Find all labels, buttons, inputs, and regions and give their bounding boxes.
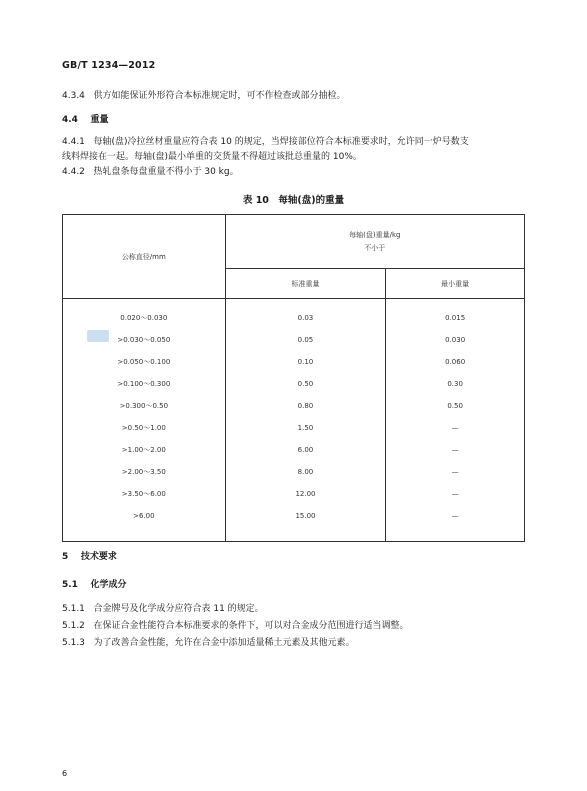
clause-number: 4.3.4	[62, 91, 85, 101]
header-weight-qualifier: 不小于	[364, 244, 386, 252]
cell-diameter: >2.00～3.50	[63, 461, 226, 483]
cell-diameter: >0.050～0.100	[63, 351, 226, 373]
cell-standard: 0.50	[225, 373, 386, 395]
cell-diameter: >1.00～2.00	[63, 439, 226, 461]
table-row	[63, 505, 525, 527]
section-heading-4-4	[62, 114, 109, 127]
cell-standard: 0.10	[225, 351, 386, 373]
section-heading-5	[62, 551, 117, 564]
header-diameter: 公称直径/mm	[63, 215, 226, 299]
cell-min: 0.060	[386, 351, 525, 373]
clause-number: 5.1.2	[62, 621, 85, 631]
clause-text: 热轧盘条每盘重量不得小于 30 kg。	[93, 167, 239, 177]
cell-min: 0.015	[386, 307, 525, 329]
cell-standard: 15.00	[225, 505, 386, 527]
heading-number: 4.4	[62, 115, 78, 125]
header-weight-label: 每轴(盘)重量/kg	[349, 231, 401, 239]
cell-diameter: >0.300～0.50	[63, 395, 226, 417]
weight-table	[62, 214, 525, 542]
heading-number: 5	[62, 552, 69, 562]
cell-min: 0.50	[386, 395, 525, 417]
cell-standard: 8.00	[225, 461, 386, 483]
clause-number: 5.1.1	[62, 604, 85, 614]
clause-4-4-1-continued: 线料焊接在一起。每轴(盘)最小单重的交货量不得超过该批总重量的 10%。	[62, 152, 362, 162]
table-row	[63, 373, 525, 395]
cell-standard: 6.00	[225, 439, 386, 461]
heading-text: 重量	[90, 115, 109, 125]
clause-number: 4.4.2	[62, 167, 85, 177]
clause-text: 合金牌号及化学成分应符合表 11 的规定。	[93, 604, 264, 614]
heading-text: 化学成分	[90, 580, 127, 590]
standard-code-header: GB/T 1234—2012	[62, 60, 156, 71]
cell-standard: 0.05	[225, 329, 386, 351]
table-row	[63, 351, 525, 373]
clause-4-4-2	[62, 166, 239, 179]
clause-number: 4.4.1	[62, 137, 85, 147]
heading-number: 5.1	[62, 580, 78, 590]
cell-min: 0.030	[386, 329, 525, 351]
table-row	[63, 461, 525, 483]
clause-5-1-3	[62, 637, 355, 650]
header-min-weight: 最小重量	[386, 269, 525, 299]
table-row	[63, 439, 525, 461]
page-number: 6	[62, 769, 68, 778]
cell-diameter: >0.100～0.300	[63, 373, 226, 395]
heading-text: 技术要求	[80, 552, 117, 562]
clause-text: 供方如能保证外形符合本标准规定时，可不作检查或部分抽检。	[93, 91, 346, 101]
cell-min: —	[386, 483, 525, 505]
header-standard-weight: 标准重量	[225, 269, 386, 299]
table-row	[63, 483, 525, 505]
cell-diameter: >0.030～0.050	[63, 329, 226, 351]
table-title: 表 10 每轴(盘)的重量	[242, 195, 345, 206]
cell-min: 0.30	[386, 373, 525, 395]
cell-diameter: >0.50～1.00	[63, 417, 226, 439]
table-row	[63, 307, 525, 329]
section-heading-5-1	[62, 579, 127, 592]
cell-min: —	[386, 505, 525, 527]
cell-diameter: >3.50～6.00	[63, 483, 226, 505]
table-row	[63, 329, 525, 351]
clause-text: 在保证合金性能符合本标准要求的条件下，可以对合金成分范围进行适当调整。	[93, 621, 409, 631]
cell-diameter: >6.00	[63, 505, 226, 527]
table-row	[63, 395, 525, 417]
cell-min: —	[386, 461, 525, 483]
clause-4-3-4	[62, 90, 346, 103]
table-row	[63, 417, 525, 439]
cell-min: —	[386, 439, 525, 461]
cell-standard: 0.03	[225, 307, 386, 329]
cell-standard: 1.50	[225, 417, 386, 439]
watermark-stamp	[87, 330, 109, 342]
cell-min: —	[386, 417, 525, 439]
clause-4-4-1	[62, 136, 469, 149]
clause-5-1-2	[62, 620, 409, 633]
clause-text: 每轴(盘)冷拉丝材重量应符合表 10 的规定，当焊接部位符合本标准要求时，允许同一炉号数支	[93, 137, 469, 147]
cell-standard: 12.00	[225, 483, 386, 505]
clause-5-1-1	[62, 603, 264, 616]
clause-text: 为了改善合金性能，允许在合金中添加适量稀土元素及其他元素。	[93, 638, 355, 648]
header-weight-group	[225, 215, 524, 269]
cell-standard: 0.80	[225, 395, 386, 417]
clause-number: 5.1.3	[62, 638, 85, 648]
cell-diameter: 0.020～0.030	[63, 307, 226, 329]
